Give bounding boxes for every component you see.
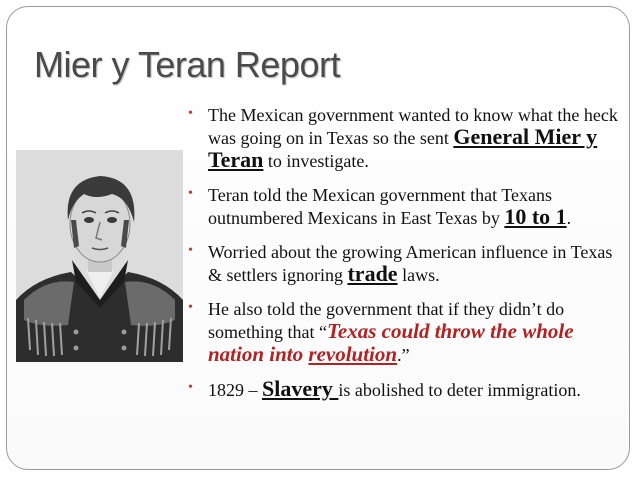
bullet-item (186, 241, 626, 286)
bullet-text: to investigate. (263, 151, 369, 171)
bullet-item (186, 378, 626, 401)
bullet-emphasis: 10 to 1 (504, 204, 567, 229)
bullet-text: . (566, 208, 572, 228)
bullet-text: He also told the government that if they didn’t do something that “ (208, 299, 565, 342)
portrait-engraving-icon (16, 150, 183, 362)
bullet-quote: Texas could throw the whole nation into (208, 319, 574, 366)
bullet-text: Worried about the growing American influence in Texas & settlers ignoring (208, 242, 613, 285)
bullet-item (186, 298, 626, 366)
bullet-emphasis: Slavery (262, 376, 339, 401)
bullet-text: is abolished to deter immigration. (338, 380, 581, 400)
bullet-text: Teran told the Mexican government that Texans outnumbered Mexicans in East Texas by (208, 185, 553, 228)
bullet-text: .” (397, 345, 410, 365)
bullet-item (186, 184, 626, 229)
bullet-quote-emphasis: revolution (308, 342, 398, 366)
bullet-emphasis: General Mier y Teran (208, 124, 598, 172)
bullet-emphasis: trade (347, 261, 398, 286)
bullet-text: The Mexican government wanted to know what the heck was going on in Texas so the sent (208, 105, 618, 148)
portrait-image (16, 150, 183, 362)
bullet-list (186, 104, 626, 413)
bullet-text: 1829 – (208, 380, 262, 400)
bullet-item (186, 104, 626, 172)
slide-title: Mier y Teran Report (34, 44, 340, 85)
bullet-text: laws. (397, 265, 440, 285)
